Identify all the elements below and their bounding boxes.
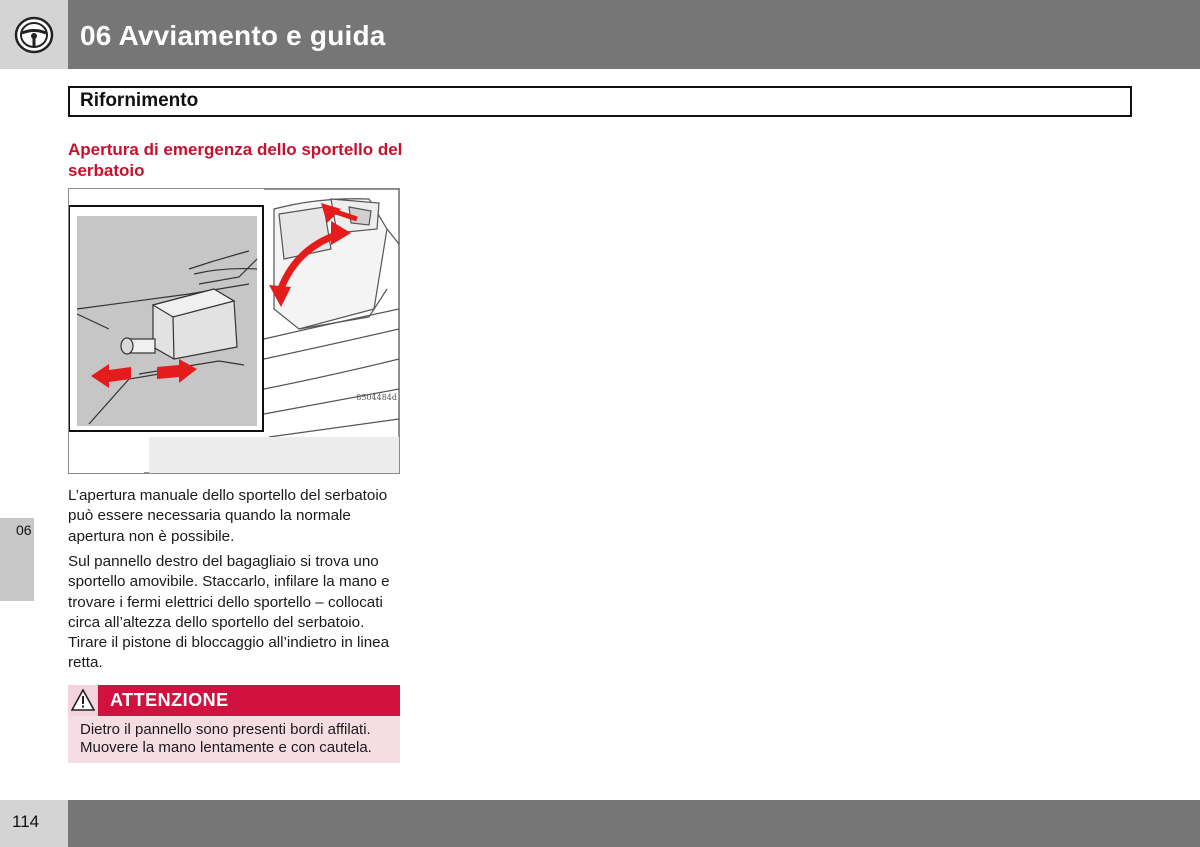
page-number-box: [0, 800, 68, 847]
paragraph-intro: L’apertura manuale dello sportello del serbatoio può essere necessaria quando la normale apertura non è possibile.: [68, 487, 388, 545]
chapter-title: 06 Avviamento e guida: [80, 20, 386, 51]
subheading: Apertura di emergenza dello sportello del serbatoio: [68, 140, 403, 180]
chapter-side-tab: [0, 518, 34, 601]
warning-title: ATTENZIONE: [110, 690, 229, 710]
illustration: [68, 188, 400, 474]
warning-text: Dietro il pannello sono presenti bordi affilati. Muovere la mano lentamente e con cautela.: [80, 721, 372, 756]
fuel-door-illustration: [69, 189, 399, 473]
steering-wheel-icon: [14, 16, 54, 54]
chapter-icon-box: [0, 0, 68, 69]
warning-triangle-icon: [71, 689, 95, 711]
warning-body: [68, 716, 400, 763]
footer-band: [68, 800, 1200, 847]
section-title: Rifornimento: [80, 90, 199, 111]
side-tab-label: 06: [16, 522, 32, 538]
paragraph-instructions: Sul pannello destro del bagagliaio si trova uno sportello amovibile. Staccarlo, infilare la mano e trovare i fermi elettrici dello sportello – collocati circa all’altezza dello sportello del serbatoio. Tirare il pistone di bloccaggio all’indietro in linea retta.: [68, 553, 390, 672]
section-header: [68, 86, 1132, 117]
warning-header: [68, 685, 400, 716]
warning-icon-box: [68, 685, 98, 716]
figure-code: 8504484d: [356, 393, 397, 402]
page-number: 114: [12, 812, 40, 831]
